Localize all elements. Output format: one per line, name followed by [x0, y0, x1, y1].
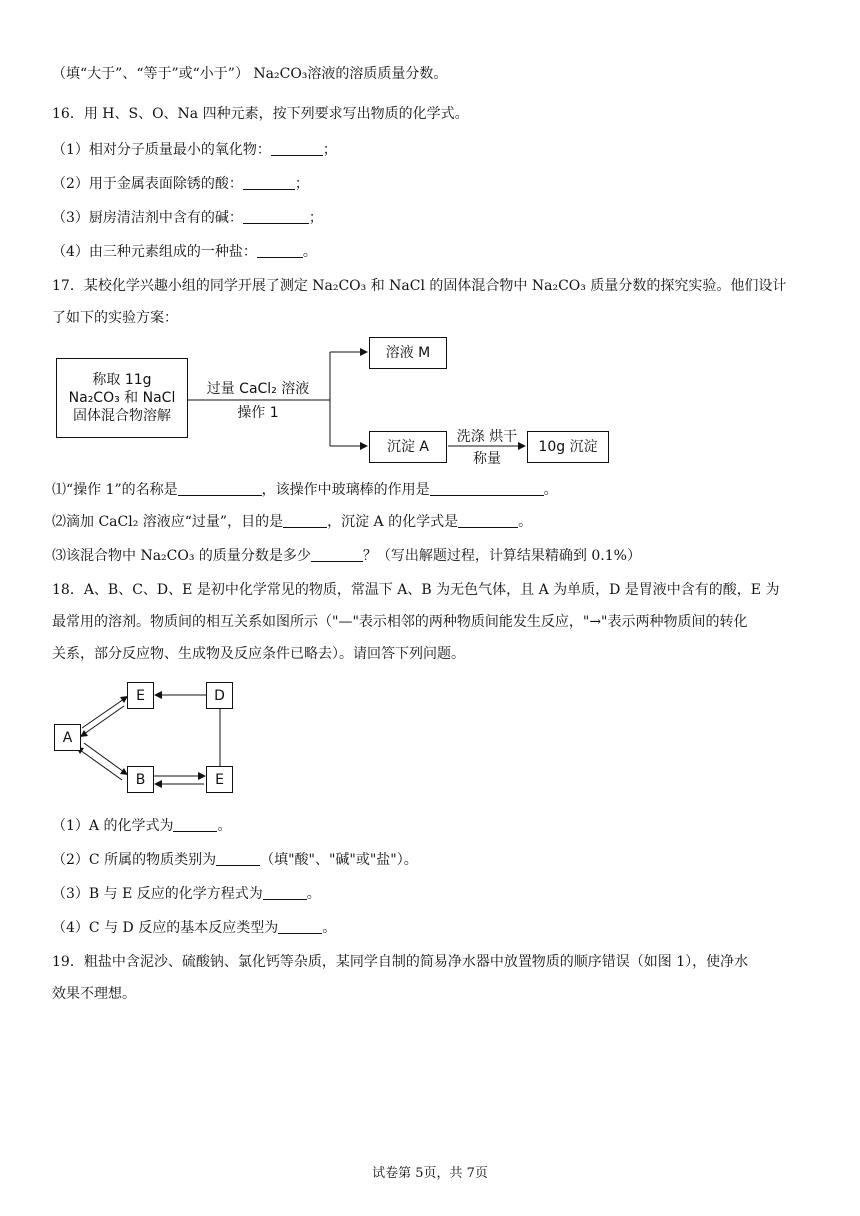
q18-item-3: [52, 884, 820, 904]
q17-sub-1-a: ⑴“操作 1”的名称是: [52, 482, 178, 498]
precipitate-box: 沉淀 A: [369, 431, 447, 463]
q19-line-2: 效果不理想。: [52, 986, 136, 1002]
q17-stem-2: 了如下的实验方案：: [52, 310, 178, 326]
operation-label: 操作 1: [237, 405, 279, 421]
q18-stem-1: 18．A、B、C、D、E 是初中化学常见的物质，常温下 A、B 为无色气体，且 A 为单质，D 是胃液中含有的酸，E 为: [52, 582, 780, 598]
q19-line-1: 19．粗盐中含泥沙、硫酸钠、氯化钙等杂质，某同学自制的简易净水器中放置物质的顺序错误（如图 1），使净水: [52, 954, 749, 970]
answer-blank[interactable]: [278, 919, 322, 934]
q15-tail: （填“大于”、“等于”或“小于”） Na₂CO₃溶液的溶质质量分数。: [52, 66, 448, 82]
node-e-bottom: E: [206, 766, 233, 793]
q16-item-1-text: （1）相对分子质量最小的氧化物：: [52, 142, 271, 158]
solution-box: 溶液 M: [369, 337, 447, 369]
result-box: 10g 沉淀: [527, 431, 609, 463]
q18-item-2: [52, 850, 820, 870]
q17-sub-3-b: ？（写出解题过程，计算结果精确到 0.1%）: [362, 548, 641, 564]
q17-sub-2-a: ⑵滴加 CaCl₂ 溶液应“过量”，目的是: [52, 514, 284, 530]
q16-item-1-end: ；: [322, 142, 337, 158]
answer-blank[interactable]: [216, 851, 260, 866]
weigh-label: 称量: [473, 451, 501, 467]
reagent-label: 过量 CaCl₂ 溶液: [206, 381, 310, 397]
start-line-2: Na₂CO₃ 和 NaCl: [68, 390, 176, 406]
q17-stem-1: 17．某校化学兴趣小组的同学开展了测定 Na₂CO₃ 和 NaCl 的固体混合物中 Na₂CO₃ 质量分数的探究实验。他们设计: [52, 278, 787, 294]
q18-item-4: [52, 918, 820, 938]
q18-stem-3: 关系，部分反应物、生成物及反应条件已略去）。请回答下列问题。: [52, 646, 465, 662]
q16-item-4-text: （4）由三种元素组成的一种盐：: [52, 244, 257, 260]
q16-item-2-text: （2）用于金属表面除锈的酸：: [52, 176, 243, 192]
q16-item-4-end: 。: [302, 244, 317, 260]
q18-item-4-text: （4）C 与 D 反应的基本反应类型为: [52, 920, 279, 936]
q18-item-2-text: （2）C 所属的物质类别为: [52, 852, 217, 868]
q16-item-2-end: ；: [294, 176, 309, 192]
q18-item-1: [52, 816, 820, 836]
q18-stem-2: 最常用的溶剂。物质间的相互关系如图所示（"—"表示相邻的两种物质间能发生反应，"→"表示两种物质间的转化: [52, 614, 748, 630]
q17-sub-3-a: ⑶该混合物中 Na₂CO₃ 的质量分数是多少: [52, 548, 311, 564]
start-line-1: 称取 11g: [92, 372, 152, 388]
q18-item-1-text: （1）A 的化学式为: [52, 818, 174, 834]
q16-item-3-text: （3）厨房清洁剂中含有的碱：: [52, 210, 243, 226]
answer-blank[interactable]: [173, 817, 217, 832]
node-a: A: [54, 724, 81, 751]
q18-item-3-end: 。: [306, 886, 321, 902]
q17-sub-1-c: 。: [543, 482, 558, 498]
answer-blank[interactable]: [263, 885, 307, 900]
q17-sub-1-b: ，该操作中玻璃棒的作用是: [261, 482, 430, 498]
start-line-3: 固体混合物溶解: [73, 408, 171, 424]
q18-item-1-end: 。: [217, 818, 232, 834]
node-d: D: [206, 682, 233, 709]
node-b: B: [127, 766, 154, 793]
q17-sub-2-b: ，沉淀 A 的化学式是: [327, 514, 459, 530]
q18-item-3-text: （3）B 与 E 反应的化学方程式为: [52, 886, 263, 902]
wash-label: 洗涤 烘干: [456, 429, 518, 445]
q18-item-2-end: （填"酸"、"碱"或"盐"）。: [260, 852, 418, 868]
page-footer: 试卷第 5页，共 7页: [372, 1166, 488, 1181]
q16-item-3-end: ；: [308, 210, 323, 226]
q16-stem: 16．用 H、S、O、Na 四种元素，按下列要求写出物质的化学式。: [52, 106, 469, 122]
node-e-top: E: [127, 682, 154, 709]
q17-sub-2-c: 。: [518, 514, 533, 530]
q18-item-4-end: 。: [322, 920, 337, 936]
